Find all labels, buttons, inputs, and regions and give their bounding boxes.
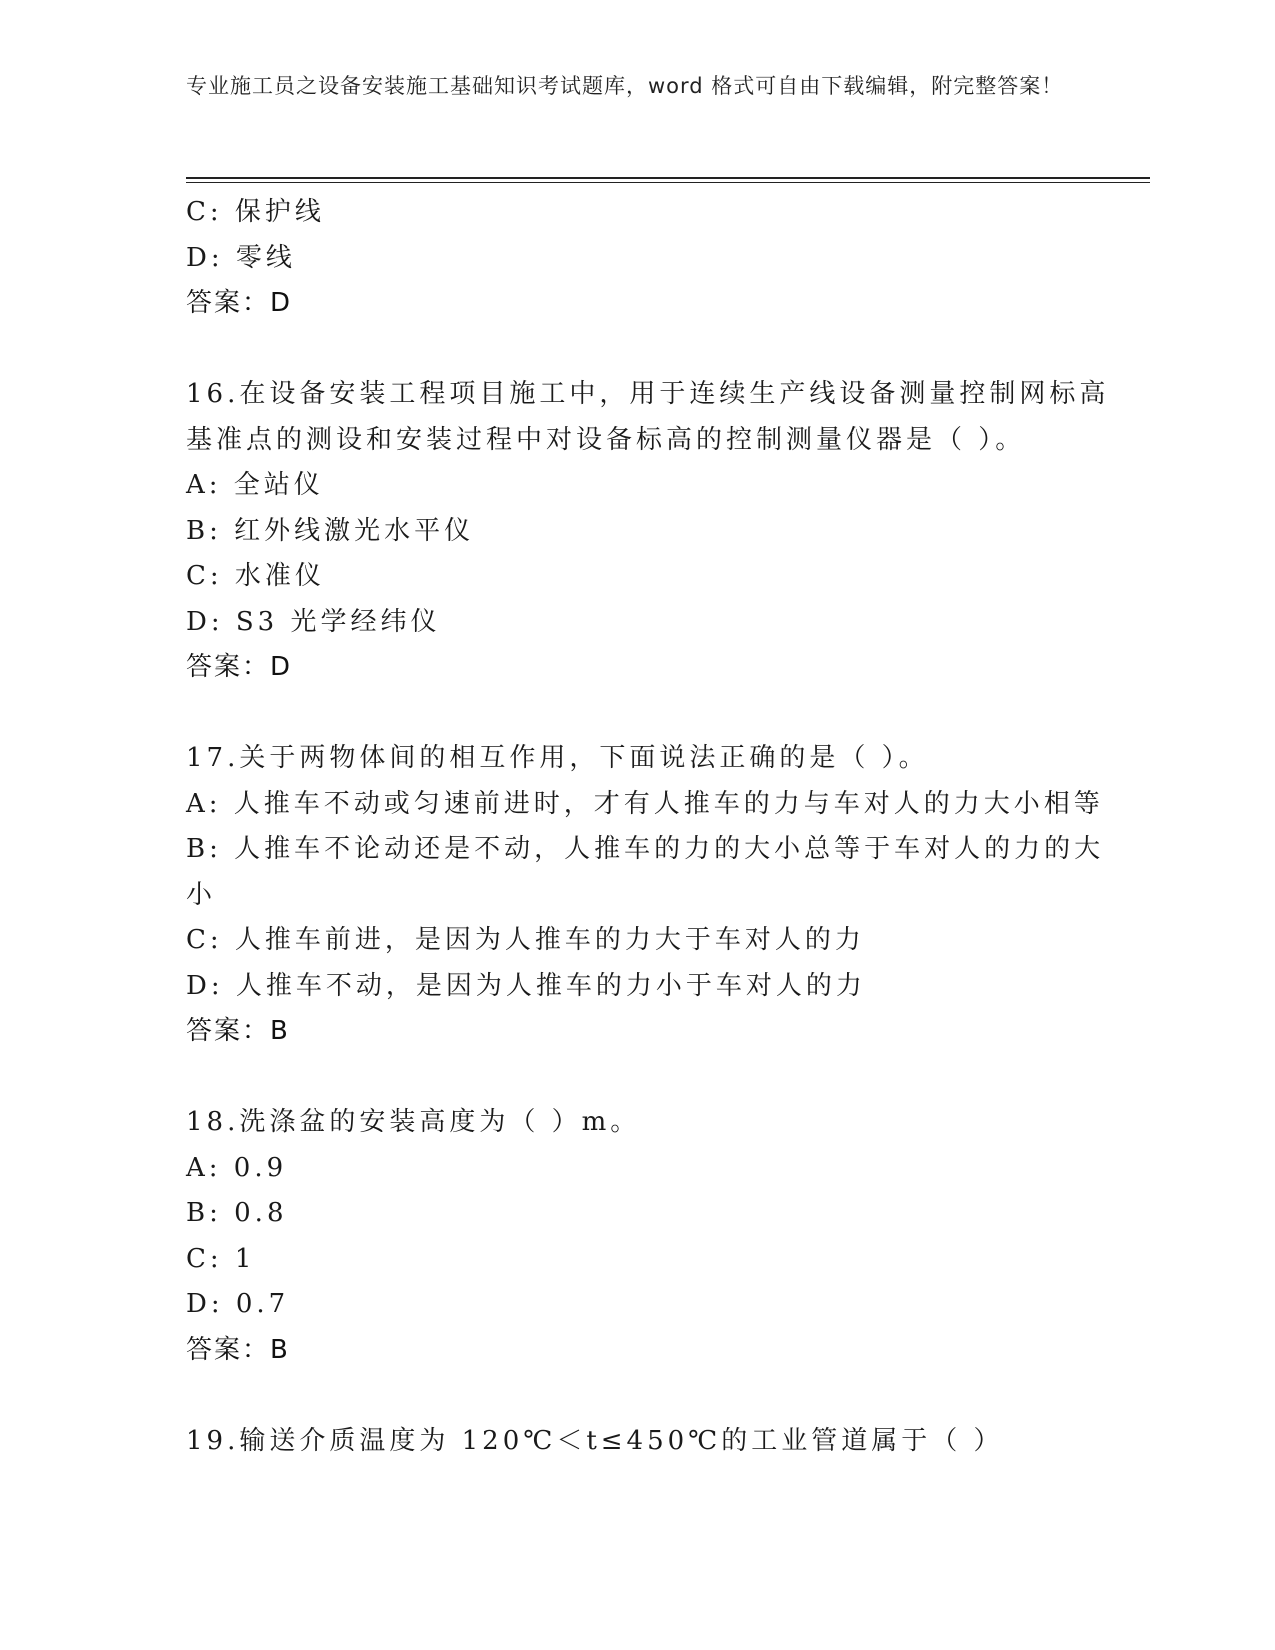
option-c: C: 保护线	[186, 197, 325, 227]
option-b: B: 人推车不论动还是不动，人推车的力的大小总等于车对人的力的大	[186, 834, 1105, 864]
spacer	[186, 1373, 1086, 1419]
question-stem: 18.洗涤盆的安装高度为（ ）m。	[186, 1107, 641, 1137]
option-a: A: 0.9	[186, 1152, 288, 1183]
answer-line: 答案：D	[186, 288, 293, 318]
option-b-continued: 小	[186, 879, 217, 910]
option-b: B: 红外线激光水平仪	[186, 515, 475, 546]
header-rule-thin	[186, 182, 1150, 183]
question-stem: 17.关于两物体间的相互作用，下面说法正确的是（ ）。	[186, 743, 929, 773]
answer-line: 答案：D	[186, 652, 293, 682]
option-d: D: 零线	[186, 242, 296, 273]
option-a: A: 全站仪	[186, 470, 324, 500]
option-d: D: S3 光学经纬仪	[186, 606, 441, 637]
spacer	[186, 327, 1086, 373]
answer-line: 答案：B	[186, 1334, 290, 1365]
option-a: A: 人推车不动或匀速前进时，才有人推车的力与车对人的力大小相等	[186, 788, 1104, 819]
question-list	[186, 190, 1110, 1464]
question-stem: 19.输送介质温度为 120℃＜t≤450℃的工业管道属于（ ）	[186, 1425, 1004, 1456]
answer-line: 答案：B	[186, 1016, 290, 1046]
header-rule-thick	[186, 177, 1150, 179]
option-c: C: 水准仪	[186, 561, 325, 591]
question-stem-continued: 基准点的测设和安装过程中对设备标高的控制测量仪器是（ ）。	[186, 424, 1026, 455]
option-c: C: 人推车前进，是因为人推车的力大于车对人的力	[186, 925, 865, 955]
option-b: B: 0.8	[186, 1198, 288, 1228]
option-c: C: 1	[186, 1243, 256, 1274]
question-stem: 16.在设备安装工程项目施工中，用于连续生产线设备测量控制网标高	[186, 379, 1110, 409]
spacer	[186, 691, 1086, 737]
option-d: D: 人推车不动，是因为人推车的力小于车对人的力	[186, 970, 866, 1001]
spacer	[186, 1055, 1086, 1101]
document-header: 专业施工员之设备安装施工基础知识考试题库，word 格式可自由下载编辑，附完整答案！	[186, 74, 1064, 98]
option-d: D: 0.7	[186, 1289, 290, 1319]
